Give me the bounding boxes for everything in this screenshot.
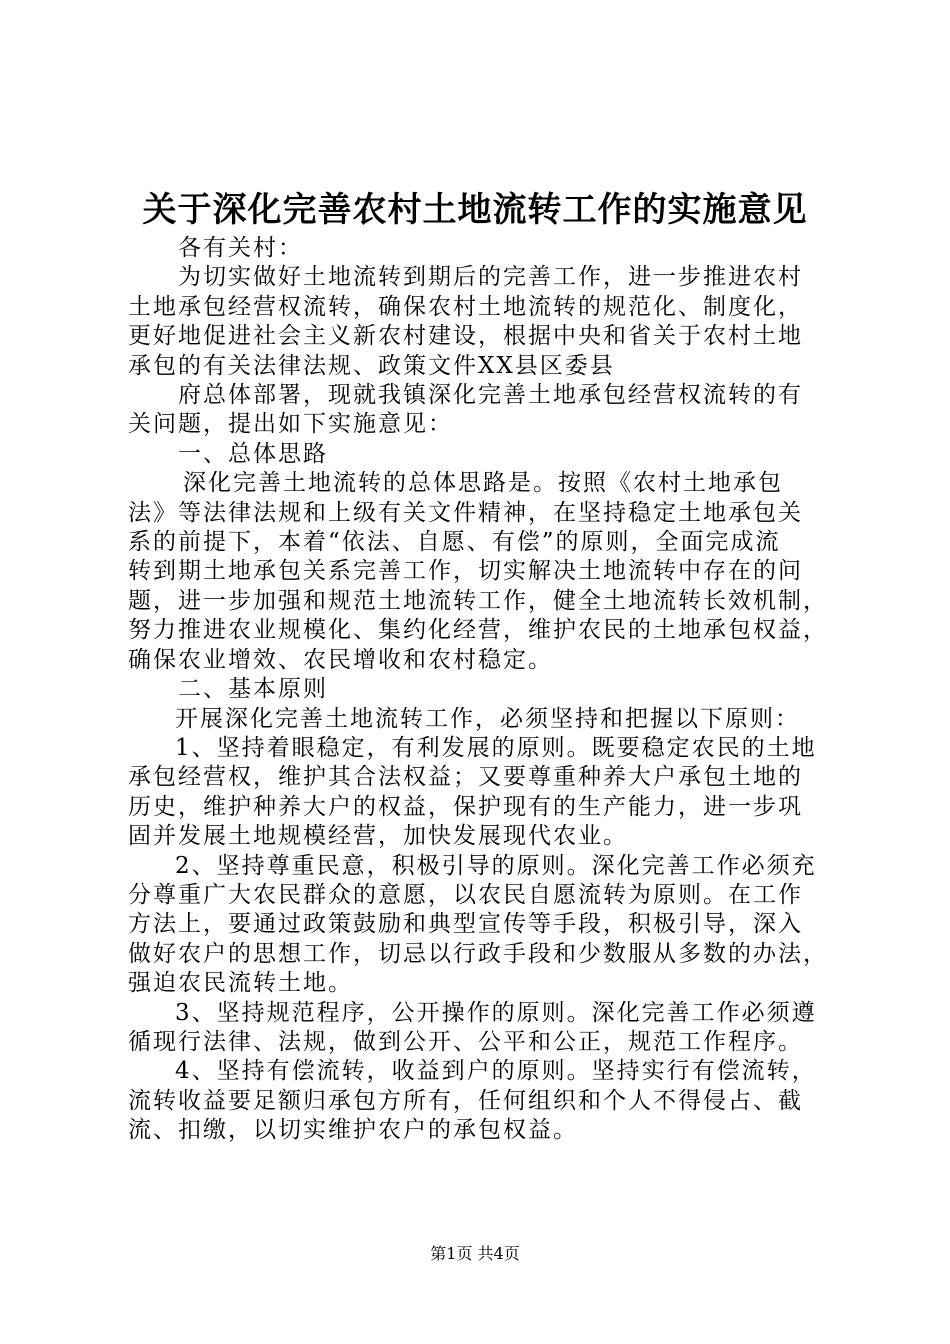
body-line: 循现行法律、法规，做到公开、公平和公正，规范工作程序。 <box>128 1028 803 1055</box>
body-line: 题，进一步加强和规范土地流转工作，健全土地流转长效机制， <box>128 587 828 614</box>
body-line: 为切实做好土地流转到期后的完善工作，进一步推进农村 <box>178 264 803 291</box>
body-line: 历史，维护种养大户的权益，保护现有的生产能力，进一步巩 <box>128 793 803 820</box>
body-line: 流转收益要足额归承包方所有，任何组织和个人不得侵占、截 <box>128 1087 803 1114</box>
body-line: 系的前提下，本着“依法、自愿、有偿”的原则，全面完成流 <box>128 529 781 556</box>
body-line: 流、扣缴，以切实维护农户的承包权益。 <box>128 1117 578 1144</box>
document-title: 关于深化完善农村土地流转工作的实施意见 <box>142 190 808 230</box>
body-line: 方法上，要通过政策鼓励和典型宣传等手段，积极引导，深入 <box>128 911 803 938</box>
principle-line: 4、坚持有偿流转，收益到户的原则。坚持实行有偿流转， <box>175 1058 817 1085</box>
section-heading: 二、基本原则 <box>178 676 328 703</box>
body-line: 法》等法律法规和上级有关文件精神，在坚持稳定土地承包关 <box>128 499 803 526</box>
body-line: 开展深化完善土地流转工作，必须坚持和把握以下原则： <box>175 705 800 732</box>
body-line: 强迫农民流转土地。 <box>128 970 353 997</box>
principle-line: 2、坚持尊重民意，积极引导的原则。深化完善工作必须充 <box>175 852 817 879</box>
body-line: 分尊重广大农民群众的意愿，以农民自愿流转为原则。在工作 <box>128 881 803 908</box>
body-line: 转到期土地承包关系完善工作，切实解决土地流转中存在的问 <box>128 558 803 585</box>
body-line: 深化完善土地流转的总体思路是。按照《农村土地承包 <box>183 470 783 497</box>
body-line: 更好地促进社会主义新农村建设，根据中央和省关于农村土地 <box>128 323 803 350</box>
body-line: 关问题，提出如下实施意见： <box>128 411 453 438</box>
principle-line: 3、坚持规范程序，公开操作的原则。深化完善工作必须遵 <box>175 999 817 1026</box>
page-number: 第1页 共4页 <box>430 1244 520 1263</box>
body-line: 确保农业增效、农民增收和农村稳定。 <box>128 646 553 673</box>
document-body <box>128 234 828 1146</box>
body-line: 努力推进农业规模化、集约化经营，维护农民的土地承包权益， <box>128 617 828 644</box>
body-line: 固并发展土地规模经营，加快发展现代农业。 <box>128 823 628 850</box>
salutation: 各有关村： <box>178 235 303 261</box>
body-line: 承包的有关法律法规、政策文件XX县区委县 <box>128 352 615 379</box>
body-line: 府总体部署，现就我镇深化完善土地承包经营权流转的有 <box>178 382 803 409</box>
body-line: 做好农户的思想工作，切忌以行政手段和少数服从多数的办法， <box>128 940 828 967</box>
section-heading: 一、总体思路 <box>178 440 328 467</box>
body-line: 土地承包经营权流转，确保农村土地流转的规范化、制度化， <box>128 293 803 320</box>
principle-line: 1、坚持着眼稳定，有利发展的原则。既要稳定农民的土地 <box>175 734 817 761</box>
body-line: 承包经营权，维护其合法权益；又要尊重种养大户承包土地的 <box>128 764 803 791</box>
